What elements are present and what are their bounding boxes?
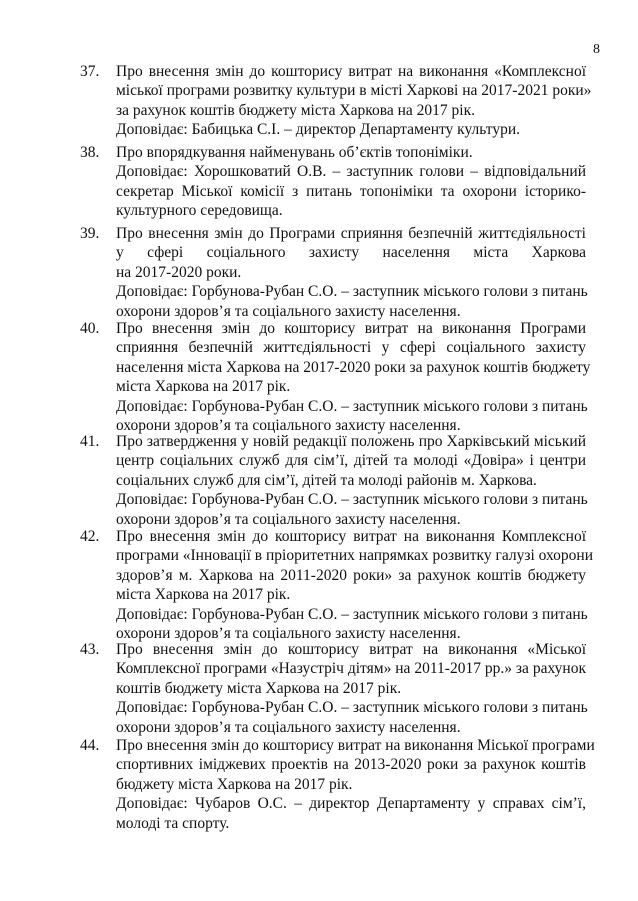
agenda-item-line: коштів бюджету міста Харкова на 2017 рік. xyxy=(116,679,402,697)
agenda-item-line: культурного середовища. xyxy=(116,202,283,220)
agenda-item-line: на 2017-2020 роки. xyxy=(116,263,242,281)
agenda-item-number: 43. xyxy=(80,641,100,658)
agenda-item-line: секретар Міської комісії з питань топоніміки та охорони історико- xyxy=(116,182,586,200)
agenda-item-line: Доповідає: Чубаров О.С. – директор Департаменту у справах сім’ї, xyxy=(116,795,586,813)
agenda-item-number: 39. xyxy=(80,225,100,242)
agenda-item-line: Доповідає: Горбунова-Рубан С.О. – заступник міського голови з питань xyxy=(116,283,588,301)
agenda-item-number: 44. xyxy=(80,737,100,754)
agenda-item-number: 38. xyxy=(80,144,100,161)
agenda-item-text xyxy=(116,527,593,643)
agenda-item-line: міської програми розвитку культури в місті Харкові на 2017-2021 роки» xyxy=(116,82,592,100)
agenda-item-line: Про внесення змін до кошторису витрат на виконання Програми xyxy=(116,320,586,337)
agenda-item-number: 40. xyxy=(80,320,100,337)
agenda-item-line: бюджету міста Харкова на 2017 рік. xyxy=(116,775,353,793)
agenda-item-text xyxy=(116,319,591,435)
agenda-item-number: 42. xyxy=(80,528,100,545)
agenda-item-number: 41. xyxy=(80,433,100,450)
agenda-item-line: населення міста Харкова на 2017-2020 роки за рахунок коштів бюджету xyxy=(116,358,591,376)
agenda-item-line: здоров’я м. Харкова на 2011-2020 роки» за рахунок коштів бюджету xyxy=(116,566,586,584)
agenda-item-text xyxy=(116,62,592,140)
agenda-item-line: Про затвердження у новій редакції положень про Харківський міський xyxy=(116,433,586,450)
agenda-item-line: Доповідає: Горбунова-Рубан С.О. – заступник міського голови з питань xyxy=(116,605,588,623)
agenda-item-line: Про внесення змін до кошторису витрат на виконання Міської програми xyxy=(116,737,595,754)
agenda-item-text xyxy=(116,432,586,529)
agenda-item-line: Про внесення змін до Програми сприяння безпечній життєдіяльності xyxy=(116,225,586,242)
agenda-item-line: Доповідає: Бабицька С.І. – директор Департаменту культури. xyxy=(116,121,521,139)
agenda-item-line: Доповідає: Горбунова-Рубан С.О. – заступник міського голови з питань xyxy=(116,397,588,415)
page-number: 8 xyxy=(593,42,600,57)
agenda-item-text xyxy=(116,143,586,221)
agenda-item-line: охорони здоров’я та соціального захисту населення. xyxy=(116,718,461,736)
agenda-item-line: міста Харкова на 2017 рік. xyxy=(116,586,291,604)
agenda-item-line: охорони здоров’я та соціального захисту населення. xyxy=(116,510,461,528)
agenda-item-line: Доповідає: Горбунова-Рубан С.О. – заступник міського голови з питань xyxy=(116,699,588,717)
agenda-item-line: сприяння безпечній життєдіяльності у сфері соціального захисту xyxy=(116,339,586,357)
agenda-item-line: Про впорядкування найменувань об’єктів топоніміки. xyxy=(116,144,473,161)
agenda-item-text xyxy=(116,640,586,737)
agenda-item-line: Про внесення змін до кошторису витрат на виконання «Комплексної xyxy=(116,63,586,80)
agenda-item-number: 37. xyxy=(80,63,100,80)
agenda-item-line: соціальних служб для сім’ї, дітей та молоді районів м. Харкова. xyxy=(116,471,537,489)
agenda-item-line: Про внесення змін до кошторису витрат на виконання Комплексної xyxy=(116,528,586,545)
agenda-item-line: охорони здоров’я та соціального захисту населення. xyxy=(116,302,461,320)
agenda-item-line: спортивних іміджевих проектів на 2013-2020 роки за рахунок коштів xyxy=(116,756,586,774)
agenda-item-line: молоді та спорту. xyxy=(116,814,230,832)
agenda-item-line: за рахунок коштів бюджету міста Харкова на 2017 рік. xyxy=(116,101,475,119)
agenda-item-line: у сфері соціального захисту населення міста Харкова xyxy=(116,244,586,262)
agenda-item-text xyxy=(116,224,586,321)
agenda-item-line: міста Харкова на 2017 рік. xyxy=(116,378,291,396)
agenda-item-line: охорони здоров’я та соціального захисту населення. xyxy=(116,416,461,434)
agenda-item-line: Доповідає: Хорошковатий О.В. – заступник голови – відповідальний xyxy=(116,163,586,181)
agenda-item-line: центр соціальних служб для сім’ї, дітей та молоді «Довіра» і центри xyxy=(116,452,586,470)
agenda-item-line: Доповідає: Горбунова-Рубан С.О. – заступник міського голови з питань xyxy=(116,491,588,509)
agenda-item-text xyxy=(116,736,595,833)
agenda-item-line: Комплексної програми «Назустріч дітям» на 2011-2017 рр.» за рахунок xyxy=(116,660,586,678)
agenda-item-line: програми «Інновації в пріоритетних напрямках розвитку галузі охорони xyxy=(116,547,593,565)
agenda-item-line: Про внесення змін до кошторису витрат на виконання «Міської xyxy=(116,641,586,658)
agenda-item-line: охорони здоров’я та соціального захисту населення. xyxy=(116,624,461,642)
